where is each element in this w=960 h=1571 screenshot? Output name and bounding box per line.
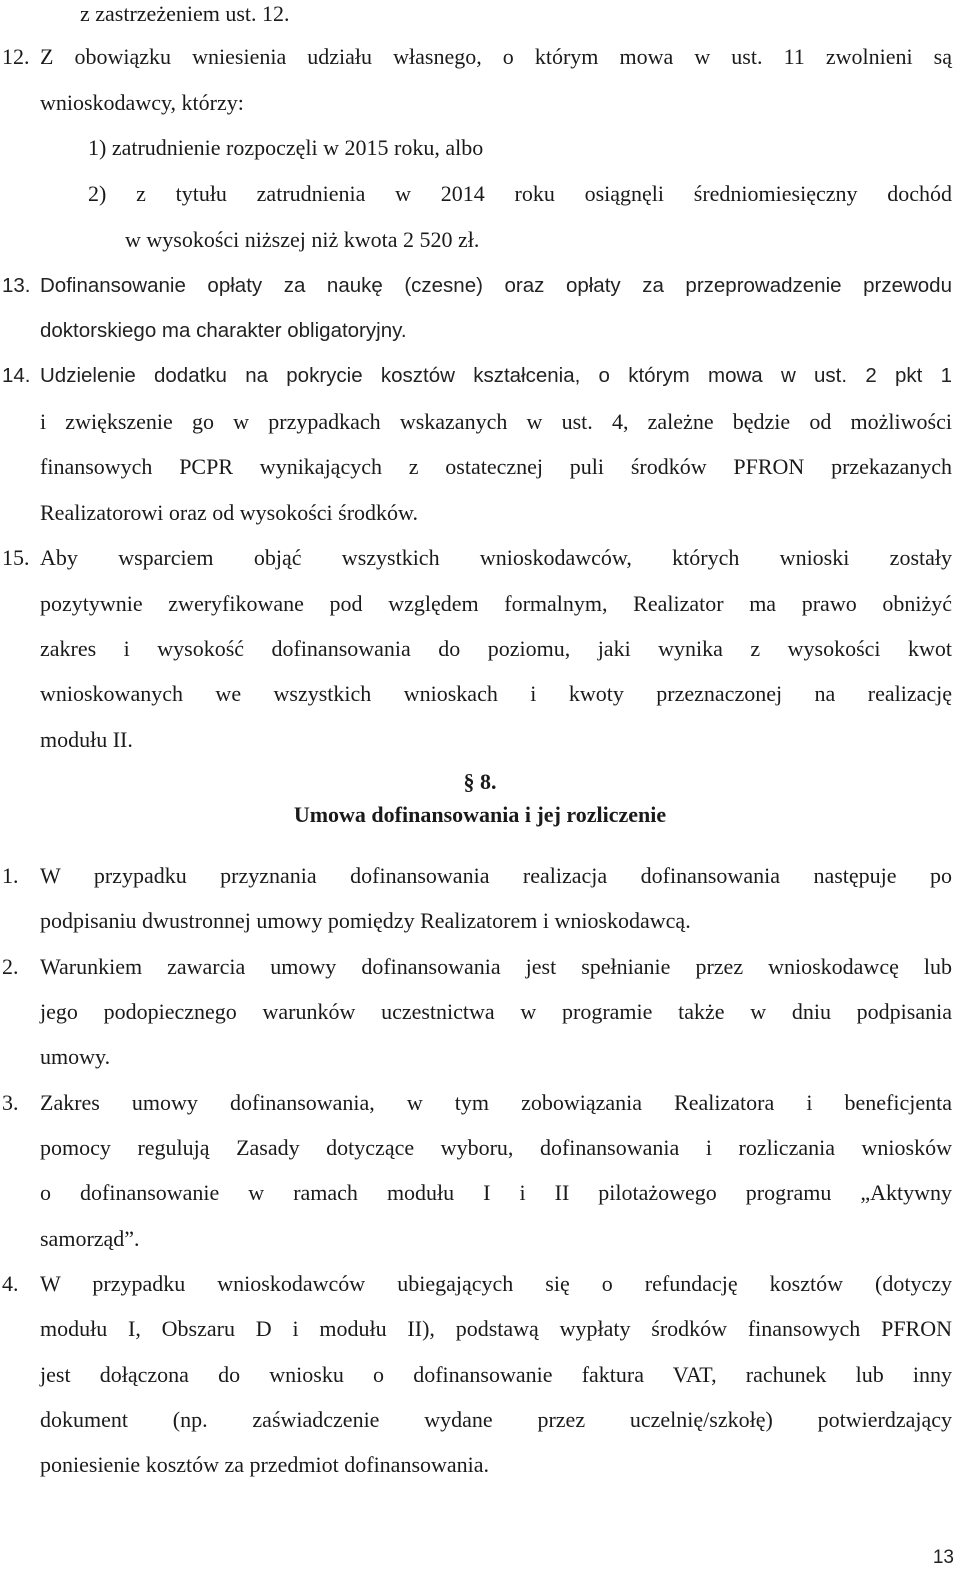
section-item-1-line-2: podpisaniu dwustronnej umowy pomiędzy Realizatorem i wnioskodawcą. — [40, 908, 691, 933]
point-13-line-1: 13. Dofinansowanie opłaty za naukę (czesne) oraz opłaty za przeprowadzenie przewodu — [40, 272, 952, 300]
section-item-3-line-4: samorząd”. — [40, 1226, 140, 1251]
point-12-item-1: 1) zatrudnienie rozpoczęli w 2015 roku, albo — [88, 135, 484, 160]
point-15-line-2: pozytywnie zweryfikowane pod względem formalnym, Realizator ma prawo obniżyć — [40, 591, 952, 616]
section-item-3-line-2: pomocy regulują Zasady dotyczące wyboru, dofinansowania i rozliczania wniosków — [40, 1135, 952, 1160]
section-item-2-line-3: umowy. — [40, 1044, 111, 1069]
section-item-4-line-5: poniesienie kosztów za przedmiot dofinansowania. — [40, 1452, 490, 1477]
section-item-4-number: 4. — [2, 1271, 19, 1296]
point-13-number: 13. — [2, 274, 31, 297]
section-title: Umowa dofinansowania i jej rozliczenie — [293, 802, 667, 827]
point-14-line-2: i zwiększenie go w przypadkach wskazanych w ust. 4, zależne będzie od możliwości — [40, 409, 952, 434]
section-item-3-line-3: o dofinansowanie w ramach modułu I i II pilotażowego programu „Aktywny — [40, 1180, 952, 1205]
point-14-line-1: 14. Udzielenie dodatku na pokrycie kosztów kształcenia, o którym mowa w ust. 2 pkt 1 — [40, 362, 952, 390]
section-item-4-line-3: jest dołączona do wniosku o dofinansowanie faktura VAT, rachunek lub inny — [40, 1362, 952, 1387]
section-item-4-line-2: modułu I, Obszaru D i modułu II), podstawą wypłaty środków finansowych PFRON — [40, 1316, 952, 1341]
section-item-2-line-1: 2. Warunkiem zawarcia umowy dofinansowania jest spełnianie przez wnioskodawcę lub — [2, 954, 952, 979]
section-item-1-line-1: 1. W przypadku przyznania dofinansowania realizacja dofinansowania następuje po — [2, 863, 952, 888]
point-14-line-4: Realizatorowi oraz od wysokości środków. — [40, 500, 418, 525]
continuation-line: z zastrzeżeniem ust. 12. — [80, 1, 290, 26]
section-item-4-line-4: dokument (np. zaświadczenie wydane przez uczelnię/szkołę) potwierdzający — [40, 1407, 952, 1432]
point-12-line-2: wnioskodawcy, którzy: — [40, 90, 244, 115]
section-item-3-line-1: 3. Zakres umowy dofinansowania, w tym zobowiązania Realizatora i beneficjenta — [2, 1090, 952, 1115]
point-13-line-2: doktorskiego ma charakter obligatoryjny. — [40, 319, 407, 342]
point-15-line-1: 15. Aby wsparciem objąć wszystkich wnioskodawców, których wnioski zostały — [2, 545, 952, 570]
section-item-2-number: 2. — [2, 954, 19, 979]
point-15-line-5: modułu II. — [40, 727, 133, 752]
section-item-4-line-1: 4. W przypadku wnioskodawców ubiegających się o refundację kosztów (dotyczy — [2, 1271, 952, 1296]
section-item-1-number: 1. — [2, 863, 19, 888]
point-15-line-4: wnioskowanych we wszystkich wnioskach i kwoty przeznaczonej na realizację — [40, 681, 952, 706]
point-14-line-3: finansowych PCPR wynikających z ostatecznej puli środków PFRON przekazanych — [40, 454, 952, 479]
section-item-2-line-2: jego podopiecznego warunków uczestnictwa w programie także w dniu podpisania — [40, 999, 952, 1024]
page-number: 13 — [932, 1547, 954, 1568]
point-12-number: 12. — [2, 44, 30, 69]
section-number: § 8. — [463, 769, 497, 794]
point-12-item-2-line-1: 2) z tytułu zatrudnienia w 2014 roku osiągnęli średniomiesięczny dochód — [88, 181, 953, 206]
point-12-line-1: 12. Z obowiązku wniesienia udziału własnego, o którym mowa w ust. 11 zwolnieni są — [2, 44, 952, 69]
point-15-line-3: zakres i wysokość dofinansowania do poziomu, jaki wynika z wysokości kwot — [40, 636, 952, 661]
section-item-3-number: 3. — [2, 1090, 19, 1115]
point-15-number: 15. — [2, 545, 30, 570]
point-12-item-2-line-2: w wysokości niższej niż kwota 2 520 zł. — [125, 227, 480, 252]
point-14-number: 14. — [2, 364, 31, 387]
